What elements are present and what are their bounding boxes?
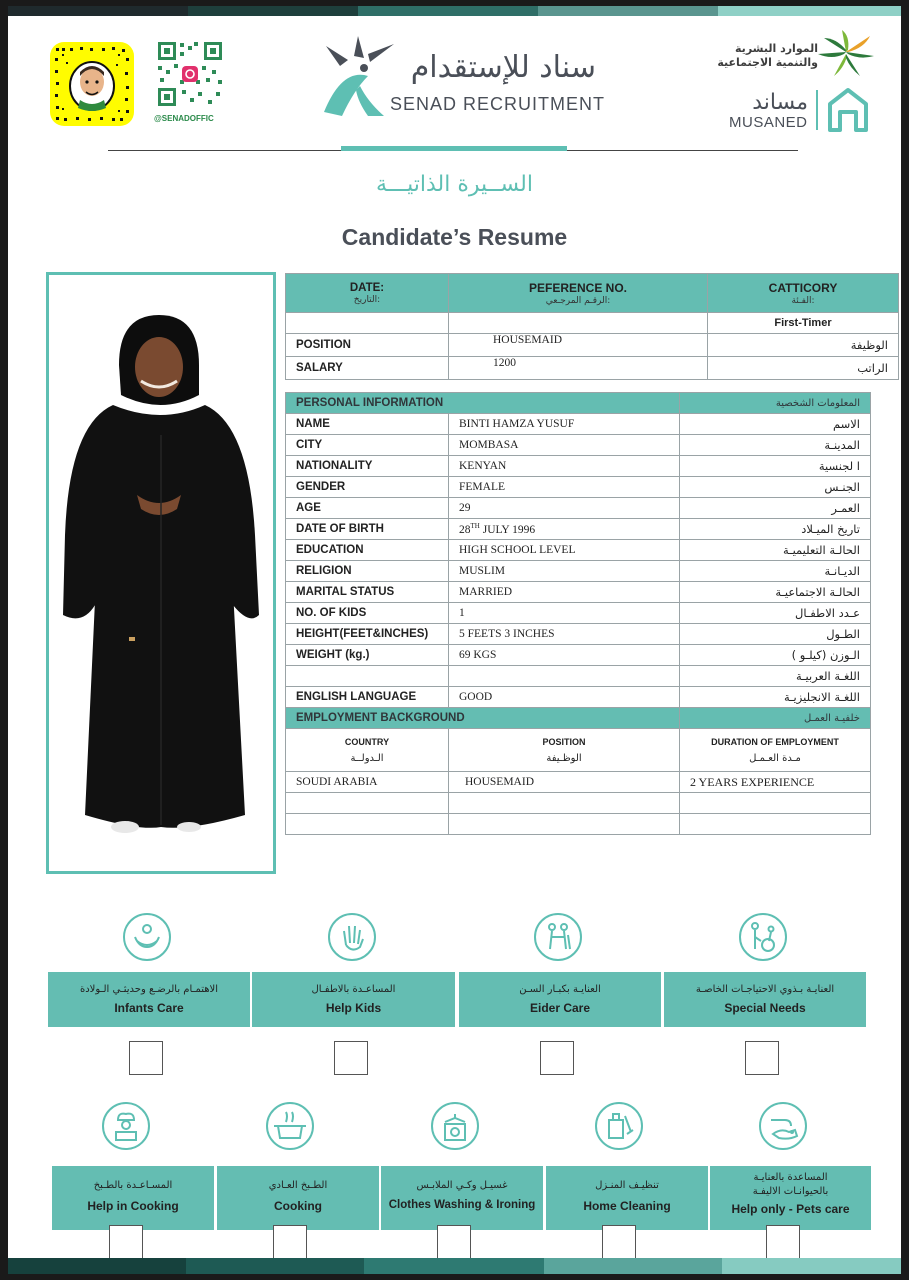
date-value <box>286 313 449 334</box>
senad-logo-english: SENAD RECRUITMENT <box>390 94 606 114</box>
musaned-divider <box>816 90 818 130</box>
elder-care-icon <box>534 913 582 961</box>
education-value: HIGH SCHOOL LEVEL <box>449 540 680 561</box>
employment-country-value: SOUDI ARABIA <box>286 772 449 793</box>
date-header: DATE: التاريخ: <box>286 274 449 313</box>
salary-label: SALARY <box>286 357 449 380</box>
marital-label: MARITAL STATUS <box>286 582 449 603</box>
candidate-photo <box>46 272 276 874</box>
age-value: 29 <box>449 498 680 519</box>
musaned-house-icon <box>826 86 870 132</box>
height-value: 5 FEETS 3 INCHES <box>449 624 680 645</box>
employment-heading: EMPLOYMENT BACKGROUND <box>286 708 680 729</box>
religion-label-ar: الديـانـة <box>680 561 871 582</box>
skill-clothes-washing-ironing: غسيـل وكـي الملابـس Clothes Washing & Ironing <box>381 1166 543 1230</box>
reference-value <box>449 313 708 334</box>
job-summary-table <box>285 273 899 380</box>
elder-care-checkbox[interactable] <box>540 1041 574 1075</box>
employment-empty-cell <box>286 793 449 814</box>
qr-handle: @SENADOFFIC <box>154 114 214 123</box>
gender-label: GENDER <box>286 477 449 498</box>
skill-home-cleaning: تنظيـف المنـزل Home Cleaning <box>546 1166 708 1230</box>
kids-label-ar: عـدد الاطفـال <box>680 603 871 624</box>
wheelchair-icon <box>739 913 787 961</box>
religion-label: RELIGION <box>286 561 449 582</box>
arabic-language-label <box>286 666 449 687</box>
personal-info-heading: PERSONAL INFORMATION <box>286 393 680 414</box>
skill-infants-care: الاهتمـام بالرضـع وحديثـي الـولادة Infants Care <box>48 972 250 1027</box>
chef-icon <box>102 1102 150 1150</box>
hand-icon <box>328 913 376 961</box>
category-value: First-Timer <box>708 313 899 334</box>
english-language-label: ENGLISH LANGUAGE <box>286 687 449 708</box>
pet-care-icon <box>759 1102 807 1150</box>
laundry-icon <box>431 1102 479 1150</box>
home-cleaning-checkbox[interactable] <box>602 1225 636 1259</box>
cleaning-icon <box>595 1102 643 1150</box>
english-language-label-ar: اللغـة الانجليزيـة <box>680 687 871 708</box>
title-arabic: الســيرة الذاتيـــة <box>376 172 533 197</box>
header-divider-accent <box>341 146 567 151</box>
name-value: BINTI HAMZA YUSUF <box>449 414 680 435</box>
employment-empty-cell <box>680 814 871 835</box>
name-label: NAME <box>286 414 449 435</box>
skill-help-kids: المساعـدة بالاطفـال Help Kids <box>252 972 455 1027</box>
employment-empty-cell <box>449 793 680 814</box>
arabic-language-value <box>449 666 680 687</box>
category-header: CATTICORY الفـئة: <box>708 274 899 313</box>
dob-label-ar: تاريخ الميـلاد <box>680 519 871 540</box>
personal-info-heading-ar: المعلومات الشخصية <box>680 393 871 414</box>
kids-value: 1 <box>449 603 680 624</box>
infant-care-icon <box>123 913 171 961</box>
education-label: EDUCATION <box>286 540 449 561</box>
employment-col-country: COUNTRY الـدولــة <box>286 729 449 772</box>
help-cooking-checkbox[interactable] <box>109 1225 143 1259</box>
position-label: POSITION <box>286 334 449 357</box>
top-color-bar <box>8 6 901 16</box>
skill-pets-care: المساعدة بالعنايـة بالحيوانـات الاليفـة Help only - Pets care <box>710 1166 871 1230</box>
ministry-name-line2: والتنمية الاجتماعية <box>717 56 818 69</box>
marital-value: MARRIED <box>449 582 680 603</box>
skill-cooking: الطـبخ العـادي Cooking <box>217 1166 379 1230</box>
skill-help-cooking: المسـاعـدة بالطـبخ Help in Cooking <box>52 1166 214 1230</box>
nationality-label-ar: ا لجنسية <box>680 456 871 477</box>
skill-elder-care: العنايـة بكبـار السـن Eider Care <box>459 972 661 1027</box>
nationality-value: KENYAN <box>449 456 680 477</box>
ministry-name-line1: الموارد البشرية <box>735 42 818 55</box>
marital-label-ar: الحالـة الاجتماعيـة <box>680 582 871 603</box>
senad-logo-arabic: سناد للإستقدام <box>410 50 596 85</box>
pets-care-checkbox[interactable] <box>766 1225 800 1259</box>
education-label-ar: الحالـة التعليميـة <box>680 540 871 561</box>
senad-logo-icon <box>318 32 398 116</box>
weight-value: 69 KGS <box>449 645 680 666</box>
musaned-english: MUSANED <box>729 114 808 131</box>
city-label-ar: المدينـة <box>680 435 871 456</box>
ministry-palm-logo-icon <box>816 30 876 80</box>
gender-label-ar: الجنـس <box>680 477 871 498</box>
qr-code-icon[interactable] <box>156 40 224 108</box>
age-label-ar: العمـر <box>680 498 871 519</box>
employment-empty-cell <box>680 793 871 814</box>
dob-value: 28TH JULY 1996 <box>449 519 680 540</box>
dob-label: DATE OF BIRTH <box>286 519 449 540</box>
skill-special-needs: العنايـة بـذوي الاحتياجـات الخاصـة Special Needs <box>664 972 866 1027</box>
employment-empty-cell <box>286 814 449 835</box>
snapcode-icon <box>50 42 134 126</box>
cooking-checkbox[interactable] <box>273 1225 307 1259</box>
special-needs-checkbox[interactable] <box>745 1041 779 1075</box>
salary-label-ar: الراتب <box>708 357 899 380</box>
age-label: AGE <box>286 498 449 519</box>
help-kids-checkbox[interactable] <box>334 1041 368 1075</box>
weight-label-ar: الـوزن (كيلـو ) <box>680 645 871 666</box>
employment-col-position: POSITION الوظـيفة <box>449 729 680 772</box>
name-label-ar: الاسم <box>680 414 871 435</box>
position-value: HOUSEMAID <box>449 334 708 357</box>
kids-label: NO. OF KIDS <box>286 603 449 624</box>
reference-header: PEFERENCE NO. الرقـم المرجـعي: <box>449 274 708 313</box>
musaned-arabic: مساند <box>752 90 808 115</box>
religion-value: MUSLIM <box>449 561 680 582</box>
employment-heading-ar: خلفيـة العمـل <box>680 708 871 729</box>
city-label: CITY <box>286 435 449 456</box>
english-language-value: GOOD <box>449 687 680 708</box>
arabic-language-label-ar: اللغـة العربيـة <box>680 666 871 687</box>
cooking-pot-icon <box>266 1102 314 1150</box>
clothes-washing-checkbox[interactable] <box>437 1225 471 1259</box>
personal-info-table <box>285 392 871 835</box>
city-value: MOMBASA <box>449 435 680 456</box>
employment-col-duration: DURATION OF EMPLOYMENT مـدة العـمـل <box>680 729 871 772</box>
height-label-ar: الطـول <box>680 624 871 645</box>
gender-value: FEMALE <box>449 477 680 498</box>
infants-care-checkbox[interactable] <box>129 1041 163 1075</box>
page-title: Candidate’s Resume <box>341 224 568 250</box>
resume-page <box>8 6 901 1274</box>
employment-empty-cell <box>449 814 680 835</box>
employment-position-value: HOUSEMAID <box>449 772 680 793</box>
height-label: HEIGHT(FEET&INCHES) <box>286 624 449 645</box>
nationality-label: NATIONALITY <box>286 456 449 477</box>
position-label-ar: الوظيفة <box>708 334 899 357</box>
employment-duration-value: 2 YEARS EXPERIENCE <box>680 772 871 793</box>
weight-label: WEIGHT (kg.) <box>286 645 449 666</box>
bottom-color-bar <box>8 1258 901 1274</box>
salary-value: 1200 <box>449 357 708 380</box>
